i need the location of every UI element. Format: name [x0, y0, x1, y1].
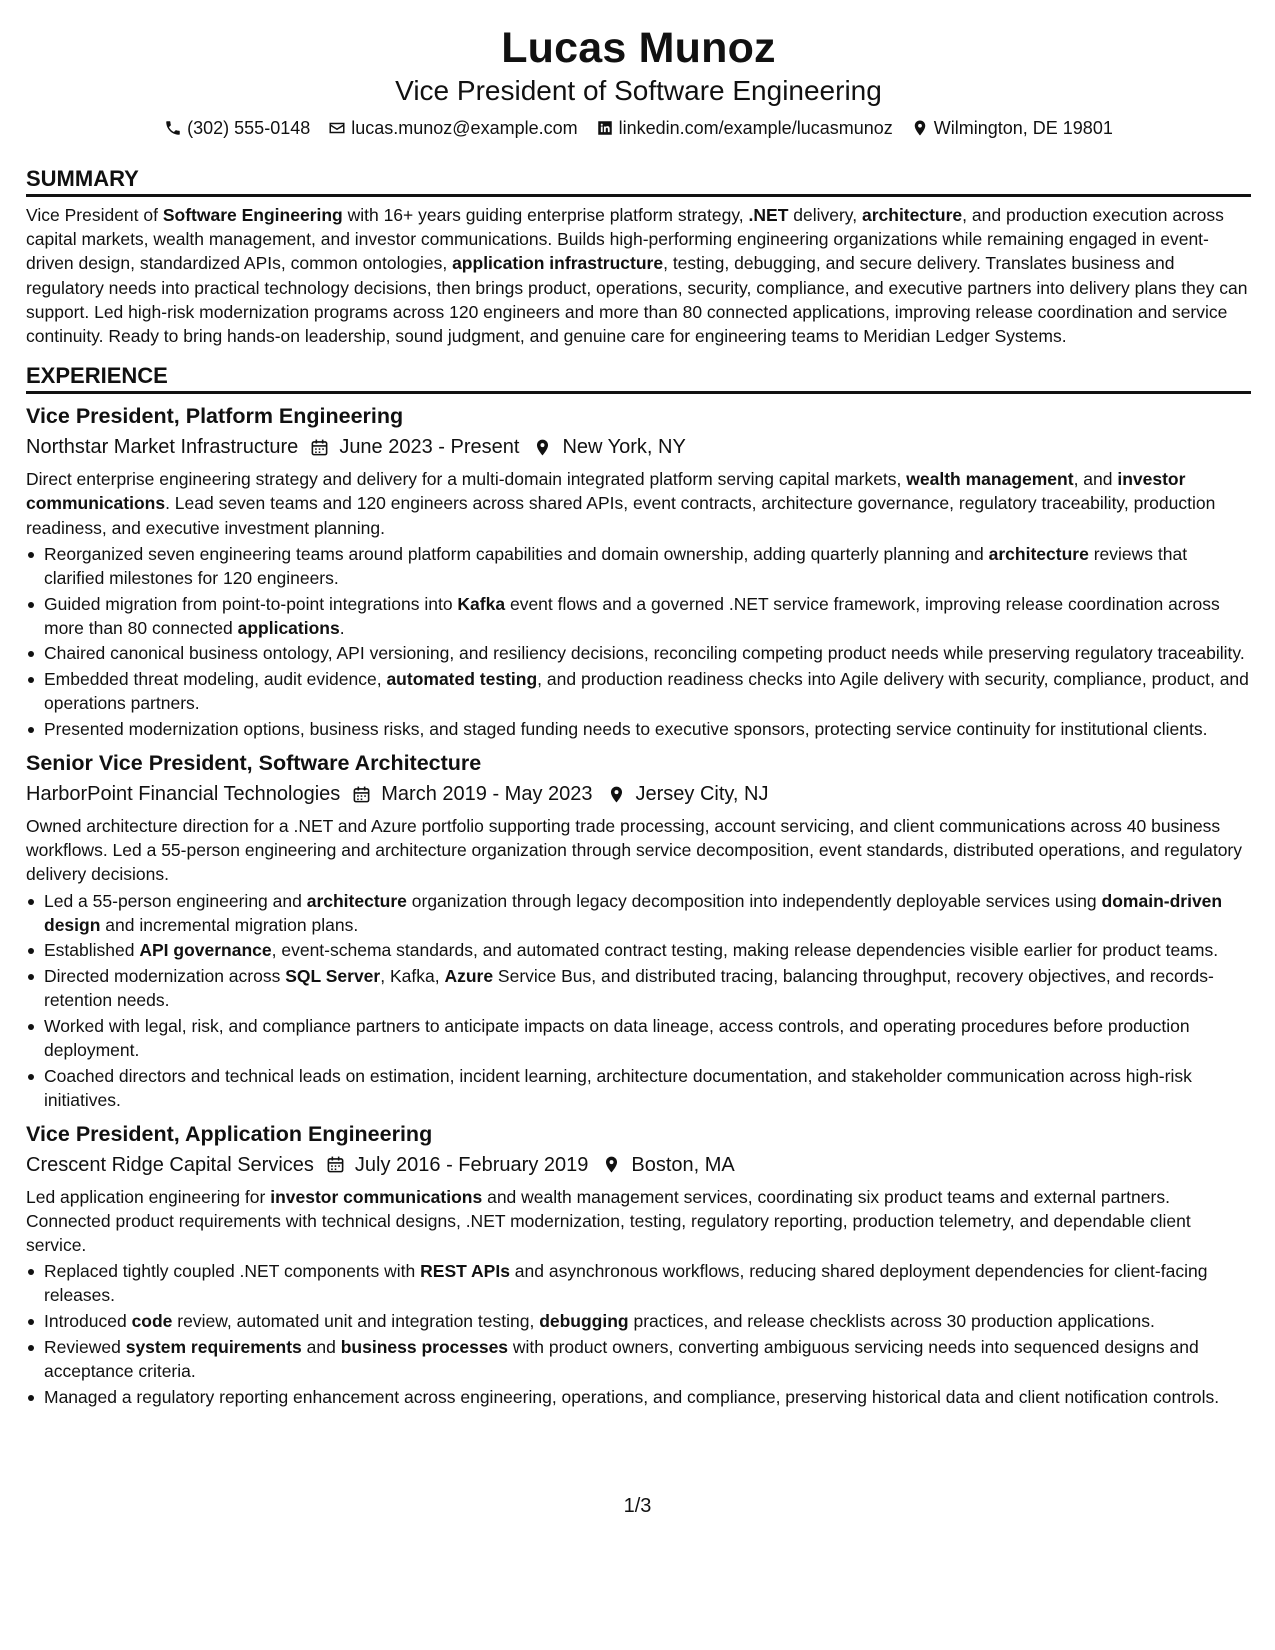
bullet-dot: [28, 948, 34, 954]
phone-icon: [164, 119, 182, 137]
bullet-text: Directed modernization across SQL Server, Kafka, Azure Service Bus, and distributed tracing, balancing throughput, recovery objectives, and records-retention needs.: [44, 966, 1214, 1011]
bullet-text: Presented modernization options, business risks, and staged funding needs to executive sponsors, protecting service continuity for institutional clients.: [44, 719, 1208, 740]
job-location: New York, NY: [562, 436, 686, 459]
bullet-item: [26, 889, 1251, 937]
bullet-item: [26, 542, 1251, 590]
bullet-text: Replaced tightly coupled .NET components with REST APIs and asynchronous workflows, reducing shared deployment dependencies for client-facing releases.: [44, 1261, 1208, 1306]
summary-section: [26, 166, 1251, 348]
bullet-dot: [28, 677, 34, 683]
job-title: Vice President, Platform Engineering: [26, 404, 404, 429]
job-entry: [26, 1120, 1251, 1409]
bullet-item: [26, 641, 1251, 665]
job-entry: [26, 749, 1251, 1112]
contact-phone-text: (302) 555-0148: [187, 118, 311, 138]
calendar-icon: [352, 785, 371, 804]
bullet-text: Reorganized seven engineering teams around platform capabilities and domain ownership, adding quarterly planning and architecture reviews that clarified milestones for 120 engineers.: [44, 543, 1188, 588]
map-pin-icon: [911, 119, 929, 137]
job-company: Northstar Market Infrastructure: [26, 436, 299, 459]
job-meta: [26, 1151, 1251, 1179]
job-dates: March 2019 - May 2023: [381, 783, 593, 806]
experience-heading: EXPERIENCE: [26, 363, 1251, 394]
job-location: Jersey City, NJ: [635, 783, 769, 806]
bullet-text: Managed a regulatory reporting enhancement across engineering, operations, and compliance, preserving historical data and client notification controls.: [44, 1386, 1220, 1407]
job-description: Led application engineering for investor communications and wealth management services, coordinating six product teams and external partners. Connected product requirements with technical designs, .NET modernization, testing, regulatory reporting, production telemetry, and dependable client service.: [26, 1186, 1191, 1256]
bullet-dot: [28, 899, 34, 905]
candidate-headline: Vice President of Software Engineering: [395, 75, 882, 106]
experience-section: [26, 363, 1251, 1409]
bullet-text: Established API governance, event-schema standards, and automated contract testing, making release dependencies visible earlier for product teams.: [44, 940, 1219, 961]
bullet-item: [26, 1309, 1251, 1333]
map-pin-icon: [602, 1155, 621, 1174]
job-list: [26, 402, 1251, 1409]
job-bullets: [26, 889, 1251, 1112]
bullet-dot: [28, 1074, 34, 1080]
bullet-dot: [28, 651, 34, 657]
job-meta: [26, 780, 1251, 808]
bullet-dot: [28, 1269, 34, 1275]
linkedin-icon: [596, 119, 614, 137]
job-company: Crescent Ridge Capital Services: [26, 1153, 314, 1176]
job-entry: [26, 402, 1251, 741]
contact-linkedin-text: linkedin.com/example/lucasmunoz: [618, 118, 893, 138]
contact-location: [911, 116, 1113, 140]
bullet-dot: [28, 602, 34, 608]
bullet-text: Chaired canonical business ontology, API versioning, and resiliency decisions, reconciling competing product needs while preserving regulatory traceability.: [44, 643, 1245, 664]
bullet-dot: [28, 1319, 34, 1325]
bullet-dot: [28, 727, 34, 733]
bullet-item: [26, 964, 1251, 1012]
bullet-dot: [28, 1345, 34, 1351]
map-pin-icon: [533, 438, 552, 457]
page-number: 1/3: [623, 1495, 652, 1517]
job-bullets: [26, 542, 1251, 741]
job-location: Boston, MA: [631, 1153, 735, 1176]
job-dates: July 2016 - February 2019: [354, 1153, 589, 1176]
bullet-text: Reviewed system requirements and business processes with product owners, converting ambiguous servicing needs into sequenced designs and acceptance criteria.: [44, 1337, 1199, 1382]
job-company: HarborPoint Financial Technologies: [26, 783, 341, 806]
job-description: Direct enterprise engineering strategy and delivery for a multi-domain integrated platform serving capital markets, wealth management, and investor communications. Lead seven teams and 120 engineers across shared APIs, event contracts, architecture governance, regulatory traceability, production readiness, and executive investment planning.: [26, 469, 1216, 538]
bullet-text: Led a 55-person engineering and architecture organization through legacy decomposition into independently deployable services using domain-driven design and incremental migration plans.: [44, 890, 1223, 935]
envelope-icon: [328, 119, 346, 137]
bullet-dot: [28, 552, 34, 558]
calendar-icon: [310, 438, 329, 457]
job-description: Owned architecture direction for a .NET and Azure portfolio supporting trade processing, account servicing, and client communications across 40 business workflows. Led a 55-person engineering and architecture organization through service decomposition, event standards, distributed operations, and regulatory delivery decisions.: [26, 816, 1243, 885]
contact-email-text: lucas.munoz@example.com: [351, 118, 578, 138]
job-bullets: [26, 1259, 1251, 1408]
contact-email[interactable]: [328, 116, 577, 140]
job-meta: [26, 433, 1251, 461]
bullet-item: [26, 1259, 1251, 1307]
bullet-text: Coached directors and technical leads on estimation, incident learning, architecture documentation, and stakeholder communication across high-risk initiatives.: [44, 1065, 1192, 1110]
bullet-dot: [28, 1024, 34, 1030]
bullet-text: Introduced code review, automated unit and integration testing, debugging practices, and release checklists across 30 production applications.: [44, 1311, 1155, 1332]
bullet-item: [26, 1335, 1251, 1383]
calendar-icon: [326, 1155, 345, 1174]
bullet-item: [26, 592, 1251, 640]
bullet-item: [26, 1064, 1251, 1112]
bullet-text: Worked with legal, risk, and compliance partners to anticipate impacts on data lineage, access controls, and operating procedures before production deployment.: [44, 1016, 1190, 1061]
bullet-item: [26, 1014, 1251, 1062]
bullet-item: [26, 1385, 1251, 1409]
bullet-text: Guided migration from point-to-point integrations into Kafka event flows and a governed .NET service framework, improving release coordination across more than 80 connected applications.: [44, 593, 1220, 638]
summary-text: Vice President of Software Engineering with 16+ years guiding enterprise platform strategy, .NET delivery, architecture, and production execution across capital markets, wealth management, and investor communications. Builds high-performing engineering organizations while remaining engaged in event-driven design, standardized APIs, common ontologies, application infrastructure, testing, debugging, and secure delivery. Translates business and regulatory needs into practical technology decisions, then brings product, operations, security, compliance, and executive partners into delivery plans they can support. Led high-risk modernization programs across 120 engineers and more than 80 connected applications, improving release coordination and service continuity. Ready to bring hands-on leadership, sound judgment, and genuine care for engineering teams to Meridian Ledger Systems.: [26, 205, 1248, 347]
map-pin-icon: [607, 785, 626, 804]
contact-bar: [26, 116, 1251, 140]
resume-page: [26, 22, 1251, 1409]
job-title: Vice President, Application Engineering: [26, 1121, 433, 1146]
job-dates: June 2023 - Present: [339, 436, 520, 459]
bullet-dot: [28, 1395, 34, 1401]
contact-location-text: Wilmington, DE 19801: [933, 118, 1113, 138]
bullet-text: Embedded threat modeling, audit evidence, automated testing, and production readiness checks into Agile delivery with security, compliance, product, and operations partners.: [44, 669, 1249, 714]
bullet-dot: [28, 974, 34, 980]
contact-phone[interactable]: [164, 116, 310, 140]
job-title: Senior Vice President, Software Architecture: [26, 751, 482, 776]
contact-linkedin[interactable]: [596, 116, 893, 140]
bullet-item: [26, 938, 1251, 962]
summary-heading: SUMMARY: [26, 166, 1251, 197]
candidate-name: Lucas Munoz: [501, 24, 776, 72]
bullet-item: [26, 717, 1251, 741]
bullet-item: [26, 667, 1251, 715]
